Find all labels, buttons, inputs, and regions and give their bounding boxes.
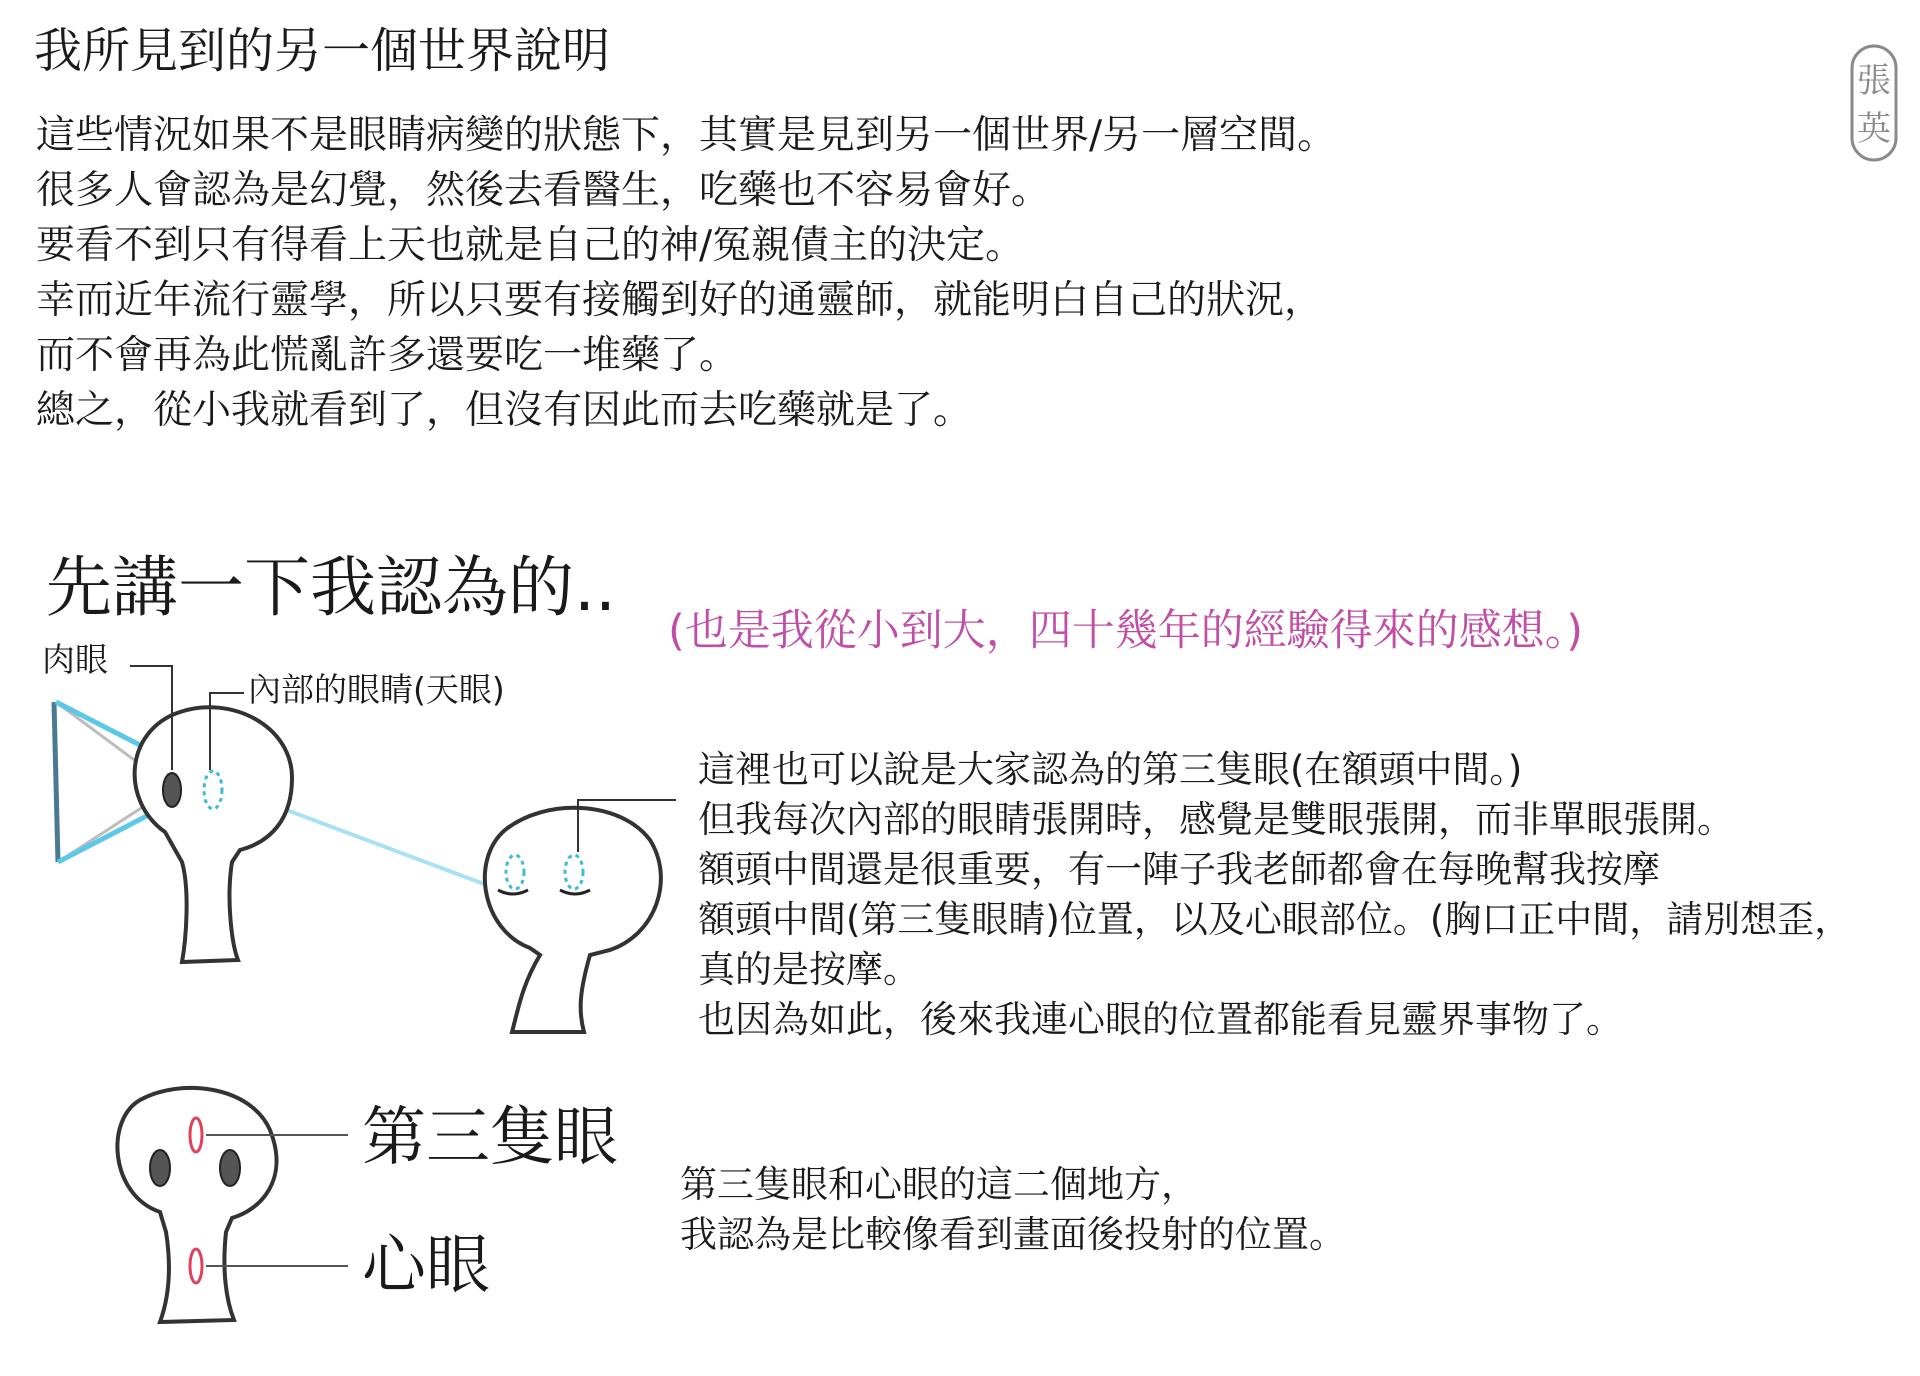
paragraph-line: 這裡也可以說是大家認為的第三隻眼(在額頭中間。) [698, 748, 1523, 791]
intro-line: 而不會再為此慌亂許多還要吃一堆藥了。 [36, 333, 739, 378]
figure-right [485, 800, 676, 1032]
intro-line: 這些情況如果不是眼睛病變的狀態下，其實是見到另一個世界/另一層空間。 [36, 113, 1337, 158]
heart-eye-marker [190, 1249, 202, 1283]
bottom-line: 第三隻眼和心眼的這二個地方， [680, 1163, 1198, 1206]
seal-char: 張 [1857, 61, 1891, 101]
paragraph-line: 額頭中間還是很重要，有一陣子我老師都會在每晚幫我按摩 [698, 848, 1660, 891]
figure-bottom [117, 1088, 348, 1322]
head-outline [485, 808, 661, 1032]
seal-stamp [1852, 46, 1896, 160]
head-outline [135, 707, 292, 962]
third-eye-marker [190, 1118, 202, 1152]
paragraph-line: 也因為如此，後來我連心眼的位置都能看見靈界事物了。 [698, 998, 1623, 1041]
intro-line: 很多人會認為是幻覺，然後去看醫生，吃藥也不容易會好。 [36, 168, 1051, 213]
bottom-line: 我認為是比較像看到畫面後投射的位置。 [680, 1213, 1346, 1256]
paragraph-line: 真的是按摩。 [698, 948, 920, 991]
label-physical-eye: 肉眼 [42, 640, 108, 679]
paragraph-line: 額頭中間(第三隻眼睛)位置，以及心眼部位。(胸口正中間，請別想歪， [698, 898, 1852, 941]
intro-line: 總之，從小我就看到了，但沒有因此而去吃藥就是了。 [36, 388, 973, 433]
label-third-eye: 第三隻眼 [362, 1101, 618, 1175]
eye-right [220, 1150, 240, 1186]
paragraph-line: 但我每次內部的眼睛張開時，感覺是雙眼張開，而非單眼張開。 [698, 798, 1734, 841]
label-heart-eye: 心眼 [362, 1229, 490, 1303]
section-headline: 先講一下我認為的.. [46, 549, 616, 626]
physical-eye [163, 773, 181, 807]
figure-left [54, 666, 500, 962]
intro-line: 要看不到只有得看上天也就是自己的神/冤親債主的決定。 [36, 223, 1025, 268]
page-title: 我所見到的另一個世界說明 [34, 23, 611, 79]
label-inner-eye: 內部的眼睛(天眼) [248, 670, 505, 709]
eye-left [150, 1150, 170, 1186]
intro-line: 幸而近年流行靈學，所以只要有接觸到好的通靈師，就能明白自己的狀況， [36, 278, 1324, 323]
view-frame [54, 702, 58, 862]
experience-note: (也是我從小到大，四十幾年的經驗得來的感想。) [668, 606, 1584, 656]
seal-char: 英 [1857, 109, 1891, 149]
